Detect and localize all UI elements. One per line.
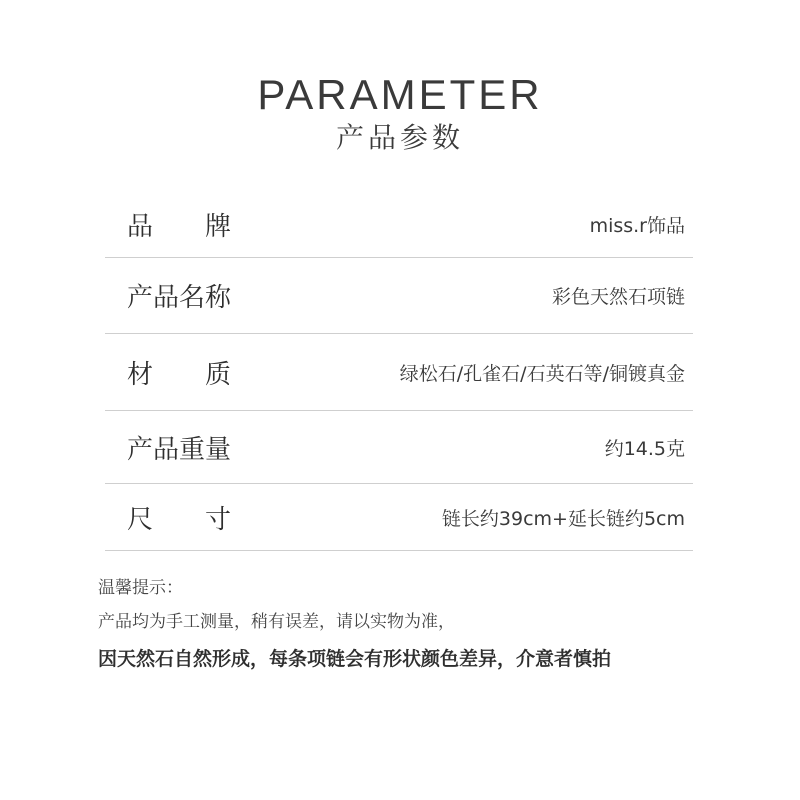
param-row-material [105, 334, 693, 411]
param-value-material: 绿松石/孔雀石/石英石等/铜镀真金 [399, 362, 685, 385]
param-label-size: 尺 寸 [127, 504, 232, 535]
tips-title: 温馨提示： [98, 578, 183, 598]
param-row-size [105, 484, 693, 551]
param-row-brand [105, 192, 693, 258]
param-value-weight: 约14.5克 [604, 437, 685, 460]
param-value-brand: miss.r饰品 [589, 215, 685, 237]
tips-line-natural-stone: 因天然石自然形成，每条项链会有形状颜色差异，介意者慎拍 [98, 648, 612, 670]
tips-section [98, 574, 718, 674]
param-value-product-name: 彩色天然石项链 [551, 286, 685, 308]
tips-line-measurement: 产品均为手工测量，稍有误差，请以实物为准， [98, 612, 455, 632]
page-title-cn: 产品参数 [335, 121, 464, 154]
param-row-product-name [105, 258, 693, 334]
param-row-weight [105, 411, 693, 484]
param-value-size: 链长约39cm+延长链约5cm [441, 507, 685, 530]
param-label-material: 材 质 [127, 359, 232, 390]
param-label-weight: 产品重量 [127, 434, 232, 465]
param-label-brand: 品 牌 [127, 212, 232, 242]
parameter-table [105, 192, 693, 551]
page-title-en: PARAMETER [257, 71, 543, 118]
param-label-product-name: 产品名称 [127, 283, 232, 313]
